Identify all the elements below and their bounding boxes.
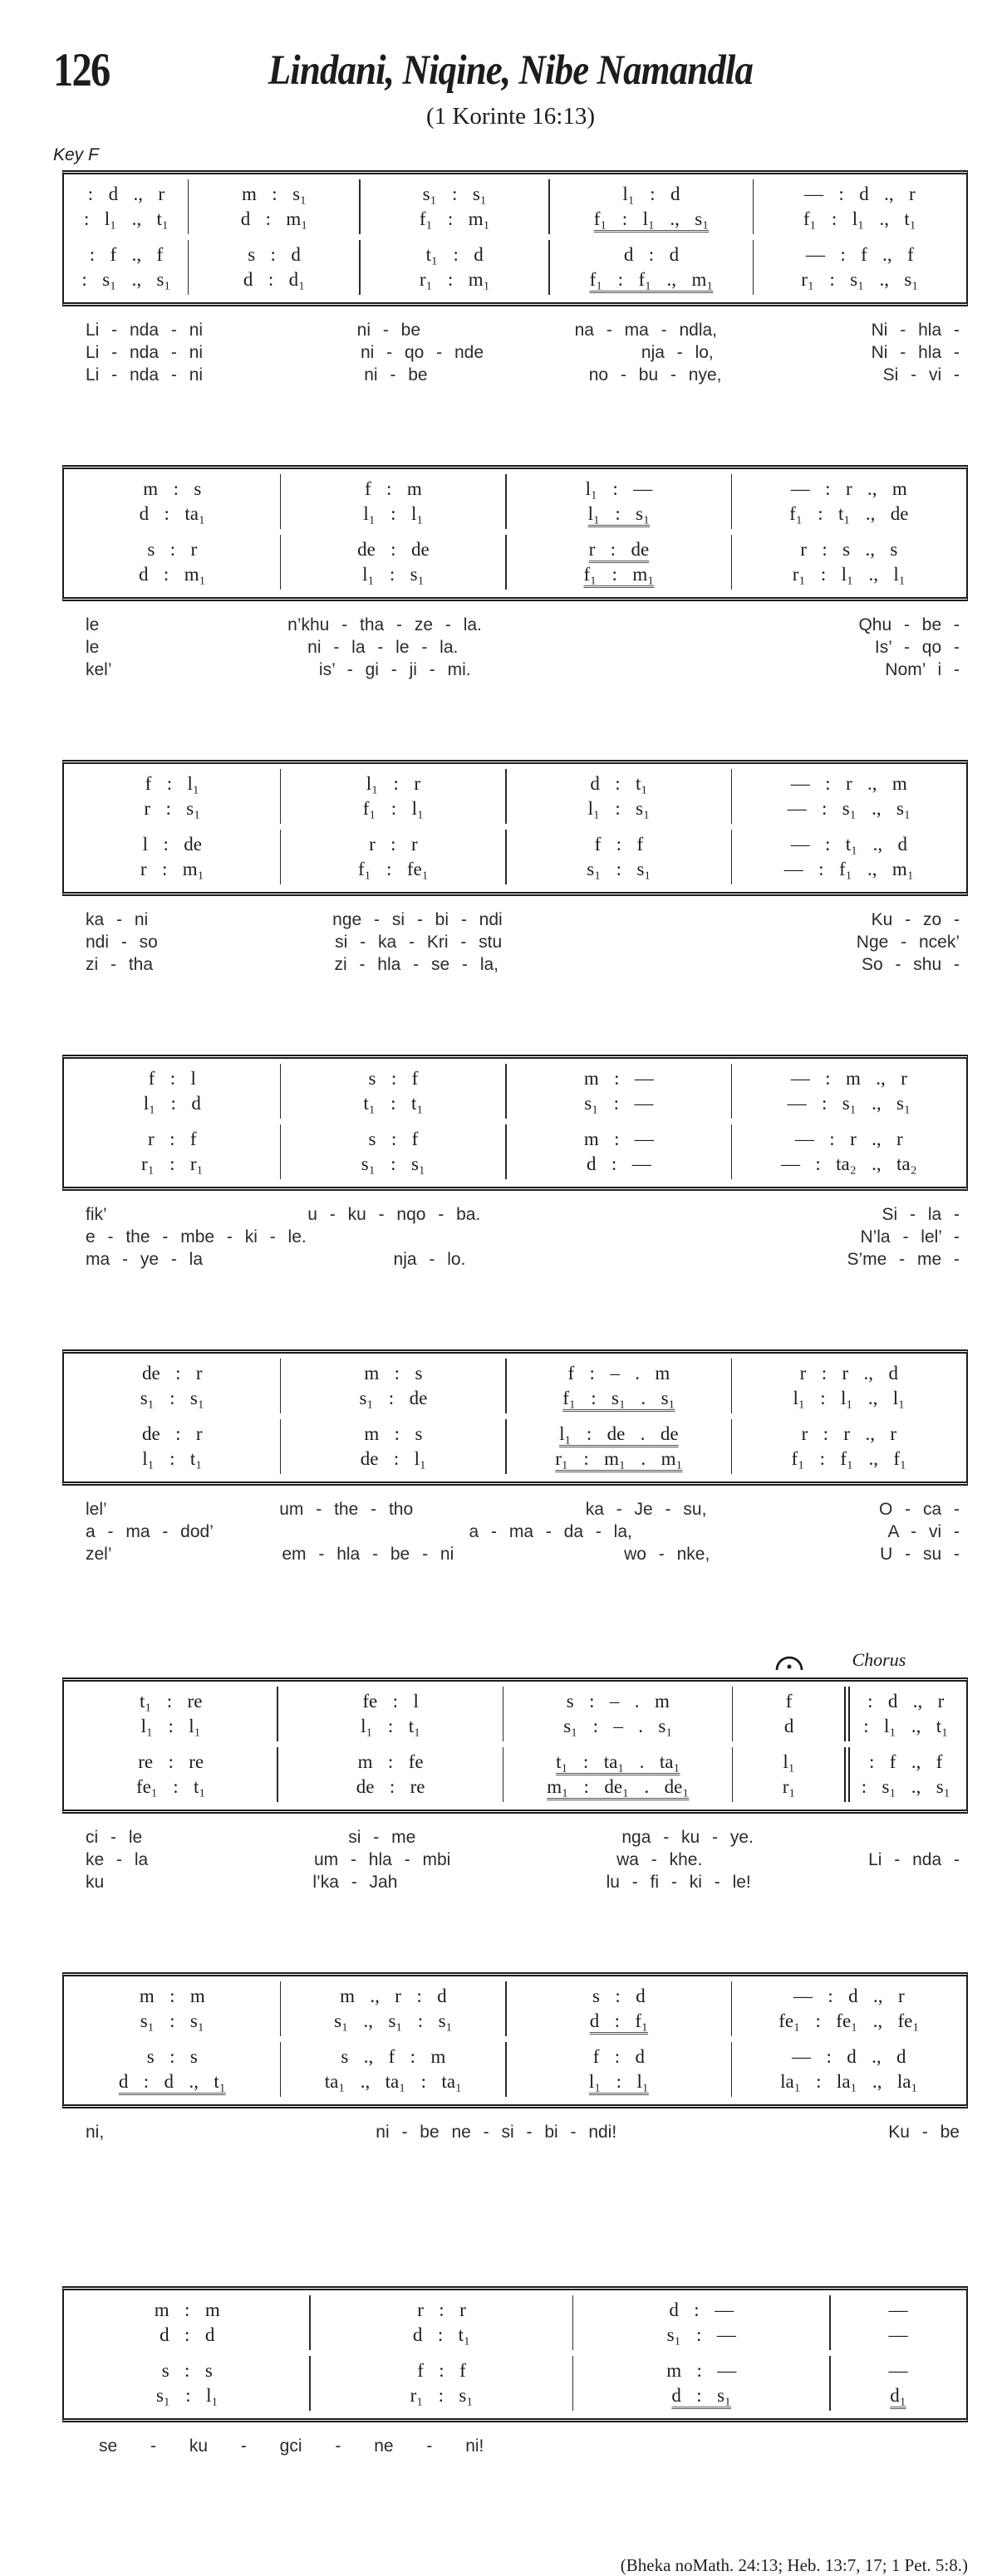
system-1-group — [62, 170, 968, 386]
solfa-cell: f : l — [148, 1068, 196, 1089]
solfa-cell: — : d ., r — [754, 182, 966, 207]
lyric-segment: Li - nda - ni — [86, 321, 204, 340]
solfa-cell: m : s — [143, 478, 202, 499]
solfa-cell: r : r ., r — [732, 1422, 966, 1447]
lyric-segment: ni - la - le - la. — [307, 638, 459, 657]
solfa-cell: d : t₁ — [506, 771, 732, 796]
solfa-cell: — : r ., r — [732, 1127, 966, 1152]
solfa-cell: d : d ., t₁ — [118, 2071, 226, 2092]
solfa-cell: t₁ : re — [139, 1691, 203, 1712]
solfa-cell: s : f — [281, 1127, 507, 1152]
system-7 — [62, 1972, 968, 2108]
lyric-segment: Qhu - be - — [858, 615, 960, 634]
hymn-header — [53, 42, 968, 101]
voice-row — [64, 2045, 966, 2069]
voice-row — [64, 2069, 966, 2094]
solfa-cell: d : ta₁ — [139, 503, 205, 524]
system-2-group — [62, 465, 968, 681]
solfa-cell: de : r — [142, 1423, 203, 1444]
lyric-line — [86, 1498, 960, 1521]
solfa-cell: s ., f : m — [281, 2045, 507, 2069]
solfa-cell: s₁ : l₁ — [155, 2385, 219, 2406]
solfa-cell: d — [733, 1714, 846, 1739]
solfa-cell: f₁ : t₁ ., de — [732, 502, 966, 526]
solfa-cell: f₁ : f₁ ., m₁ — [549, 267, 753, 292]
solfa-cell: — : s₁ ., s₁ — [732, 1091, 966, 1116]
solfa-cell: s₁ : s₁ — [140, 2010, 204, 2031]
solfa-cell: f₁ : m₁ — [506, 562, 732, 587]
lyric-segment: So - shu - — [861, 955, 960, 974]
voice-row — [64, 1447, 966, 1472]
voice-row — [64, 1714, 966, 1739]
scripture-reference: (Bheka noMath. 24:13; Heb. 13:7, 17; 1 Pet. 5:8.) — [620, 2555, 968, 2575]
solfa-cell: m : fe — [277, 1750, 503, 1775]
voice-row — [64, 477, 966, 502]
voice-row — [64, 207, 966, 232]
lyric-segment: ni - qo - nde — [360, 343, 484, 362]
system-2 — [62, 465, 968, 601]
solfa-cell: d : t₁ — [310, 2323, 572, 2348]
lyric-segment: ni - be — [356, 321, 421, 340]
solfa-cell: fe₁ : t₁ — [135, 1776, 206, 1797]
solfa-cell: r : s₁ — [144, 798, 201, 819]
solfa-cell: : l₁ ., t₁ — [845, 1714, 966, 1739]
lyric-segment: si - me — [348, 1828, 416, 1847]
lyric-segment: no - bu - nye, — [588, 365, 722, 384]
solfa-cell: f₁ : l₁ ., s₁ — [549, 207, 753, 232]
lyric-segment: ka - Je - su, — [585, 1500, 707, 1519]
solfa-cell: s : – . m — [503, 1689, 733, 1714]
lyric-segment: a - ma - dod’ — [86, 1522, 214, 1541]
lyrics-block — [62, 1826, 968, 1893]
lyric-segment: l’ka - Jah — [312, 1873, 398, 1892]
solfa-cell: — : ta₂ ., ta₂ — [732, 1152, 966, 1177]
lyrics-block — [62, 2435, 968, 2457]
solfa-cell: s₁ : — — [506, 1091, 732, 1116]
solfa-cell: f : m — [281, 477, 507, 502]
solfa-cell: s₁ : — — [573, 2323, 831, 2348]
solfa-cell: f₁ : m₁ — [360, 207, 549, 232]
system-3-group — [62, 760, 968, 976]
solfa-cell: r₁ — [733, 1775, 846, 1800]
page-title — [53, 42, 968, 100]
system-5 — [62, 1349, 968, 1486]
solfa-cell: — : d ., d — [732, 2045, 966, 2069]
lyrics-block — [62, 1498, 968, 1565]
solfa-cell: fe₁ : fe₁ ., fe₁ — [732, 2009, 966, 2034]
voice-row — [64, 1152, 966, 1177]
lyric-segment: se - ku - gci - ne - ni! — [99, 2436, 484, 2456]
solfa-cell: r₁ : m₁ . m₁ — [506, 1447, 732, 1472]
voice-row — [64, 2009, 966, 2034]
lyric-segment: n’khu - tha - ze - la. — [287, 615, 482, 634]
solfa-cell: s₁ : – . s₁ — [503, 1714, 733, 1739]
voice-row — [64, 2323, 966, 2348]
lyric-segment: ke - la — [86, 1850, 149, 1869]
lyric-line — [86, 1543, 960, 1565]
solfa-cell: l₁ : — — [506, 477, 732, 502]
solfa-cell: la₁ : la₁ ., la₁ — [732, 2069, 966, 2094]
voice-row — [64, 796, 966, 821]
solfa-cell: d : d — [549, 242, 753, 267]
chorus-label: Chorus — [852, 1649, 906, 1670]
system-6 — [62, 1677, 968, 1814]
lyrics-block — [62, 614, 968, 681]
voice-row — [64, 182, 966, 207]
solfa-cell: s₁ : s₁ — [281, 1152, 507, 1177]
voice-row — [64, 267, 966, 292]
solfa-cell: m : s — [281, 1422, 507, 1447]
lyric-segment: wa - khe. — [616, 1850, 703, 1869]
system-7-group — [62, 1972, 968, 2143]
solfa-cell: s : f — [281, 1066, 507, 1091]
solfa-cell: l₁ : r — [281, 771, 507, 796]
solfa-cell: s₁ ., s₁ : s₁ — [281, 2009, 507, 2034]
voice-row — [64, 1091, 966, 1116]
solfa-cell: d : — — [506, 1152, 732, 1177]
solfa-cell: m₁ : de₁ . de₁ — [503, 1775, 733, 1800]
voice-row — [64, 1775, 966, 1800]
lyric-segment: ni, — [86, 2123, 105, 2142]
voice-row — [64, 2298, 966, 2323]
solfa-cell: f : l₁ — [145, 773, 199, 794]
lyric-segment: U - su - — [880, 1545, 960, 1564]
solfa-cell: s : r — [147, 539, 198, 560]
solfa-cell: — : r ., m — [732, 771, 966, 796]
voice-row — [64, 537, 966, 562]
lyric-segment: si - ka - Kri - stu — [335, 933, 503, 952]
lyric-segment: zel’ — [86, 1545, 112, 1564]
solfa-cell: t₁ : ta₁ . ta₁ — [503, 1750, 733, 1775]
solfa-cell: f₁ : s₁ . s₁ — [506, 1386, 732, 1411]
lyric-line — [86, 364, 960, 386]
lyric-segment: e - the - mbe - ki - le. — [86, 1227, 307, 1246]
lyric-segment: Ni - hla - — [871, 343, 960, 362]
lyric-line — [86, 908, 960, 931]
lyric-segment: em - hla - be - ni — [282, 1545, 454, 1564]
solfa-cell: de : r — [142, 1363, 203, 1383]
solfa-cell: d : m₁ — [139, 564, 206, 585]
solfa-cell: l₁ : s₁ — [506, 502, 732, 526]
solfa-cell: f₁ : l₁ ., t₁ — [754, 207, 966, 232]
solfa-cell: s : d — [189, 242, 360, 267]
lyric-line — [86, 1849, 960, 1871]
voice-row — [64, 1984, 966, 2009]
lyric-line — [86, 1248, 960, 1271]
lyric-segment: Li - nda - ni — [86, 365, 204, 384]
lyric-segment: fik’ — [86, 1205, 107, 1224]
solfa-cell: r : r — [310, 2298, 572, 2323]
lyric-segment: Ku - be — [888, 2123, 960, 2142]
solfa-cell: l₁ : l₁ — [281, 502, 507, 526]
lyric-segment: ndi - so — [86, 933, 158, 952]
solfa-cell: f : f — [310, 2358, 572, 2383]
lyric-segment: um - the - tho — [279, 1500, 414, 1519]
fermata-icon — [774, 1656, 804, 1676]
lyric-segment: ku — [86, 1873, 105, 1892]
lyric-segment: ni - be ne - si - bi - ndi! — [376, 2123, 617, 2142]
solfa-cell: — : f₁ ., m₁ — [732, 857, 966, 882]
solfa-cell: — — [830, 2358, 966, 2383]
solfa-cell: r : m₁ — [140, 859, 204, 879]
solfa-cell: : f ., f — [89, 244, 164, 265]
solfa-cell: t₁ : d — [360, 242, 549, 267]
lyric-segment: N’la - lel’ - — [860, 1227, 960, 1246]
solfa-cell: : d ., r — [87, 184, 165, 204]
solfa-cell: — : s₁ ., s₁ — [732, 796, 966, 821]
score-area — [62, 170, 968, 2457]
lyric-segment: Li - nda - — [868, 1850, 960, 1869]
solfa-cell: s₁ : s₁ — [360, 182, 549, 207]
solfa-cell: d : d — [160, 2324, 215, 2345]
solfa-cell: : f ., f — [845, 1750, 966, 1775]
solfa-cell: ta₁ ., ta₁ : ta₁ — [281, 2069, 507, 2094]
solfa-cell: m ., r : d — [281, 1984, 507, 2009]
lyric-line — [86, 319, 960, 341]
voice-row — [64, 1361, 966, 1386]
lyric-segment: zi - tha — [86, 955, 154, 974]
lyric-segment: nja - lo. — [393, 1250, 466, 1269]
solfa-cell: r : r ., d — [732, 1361, 966, 1386]
lyric-segment: le — [86, 615, 100, 634]
voice-row — [64, 857, 966, 882]
lyric-line — [86, 636, 960, 659]
voice-row — [64, 1750, 966, 1775]
solfa-cell: r₁ : s₁ — [310, 2383, 572, 2408]
solfa-cell: de : re — [277, 1775, 503, 1800]
system-1 — [62, 170, 968, 306]
lyric-line — [86, 1521, 960, 1543]
lyric-segment: ma - ye - la — [86, 1250, 204, 1269]
voice-row — [64, 1386, 966, 1411]
solfa-cell: d : f₁ — [506, 2009, 732, 2034]
lyric-segment: zi - hla - se - la, — [334, 955, 499, 974]
lyric-segment: S’me - me - — [847, 1250, 960, 1269]
lyric-segment: A - vi - — [887, 1522, 960, 1541]
lyric-line — [86, 1226, 960, 1248]
solfa-cell: m : — — [573, 2358, 831, 2383]
solfa-cell: de : de — [281, 537, 507, 562]
solfa-cell: — : m ., r — [732, 1066, 966, 1091]
lyric-line — [86, 953, 960, 976]
solfa-cell: : d ., r — [845, 1689, 966, 1714]
voice-row — [64, 832, 966, 857]
lyric-segment: u - ku - nqo - ba. — [307, 1205, 481, 1224]
solfa-cell: l₁ — [733, 1750, 846, 1775]
solfa-cell: f₁ : f₁ ., f₁ — [732, 1447, 966, 1472]
lyric-segment: Ku - zo - — [871, 910, 960, 929]
lyrics-block — [62, 2121, 968, 2143]
solfa-cell: d : m₁ — [189, 207, 360, 232]
lyric-segment: ci - le — [86, 1828, 143, 1847]
solfa-cell: — : t₁ ., d — [732, 832, 966, 857]
solfa-cell: s₁ : s₁ — [140, 1388, 204, 1408]
solfa-cell: r : s ., s — [732, 537, 966, 562]
solfa-cell: l₁ : t₁ — [142, 1448, 203, 1469]
solfa-cell: — : f ., f — [754, 242, 966, 267]
solfa-cell: m : — — [506, 1066, 732, 1091]
solfa-cell: d : s₁ — [573, 2383, 831, 2408]
solfa-cell: s : d — [506, 1984, 732, 2009]
lyrics-block — [62, 908, 968, 976]
key-signature: Key F — [53, 145, 99, 164]
lyric-line — [86, 2121, 960, 2143]
lyric-line — [86, 1871, 960, 1893]
lyric-line — [86, 614, 960, 636]
solfa-cell: fe : l — [277, 1689, 503, 1714]
solfa-cell: s₁ : s₁ — [506, 857, 732, 882]
system-4-group — [62, 1055, 968, 1271]
lyric-segment: Si - vi - — [882, 365, 960, 384]
solfa-cell: s : s — [146, 2046, 198, 2067]
solfa-cell: l₁ : s₁ — [281, 562, 507, 587]
lyric-segment: nge - si - bi - ndi — [332, 910, 503, 929]
voice-row — [64, 2358, 966, 2383]
solfa-cell: : s₁ ., s₁ — [845, 1775, 966, 1800]
solfa-cell: f : d — [506, 2045, 732, 2069]
lyric-segment: lu - fi - ki - le! — [606, 1873, 751, 1892]
solfa-cell: r₁ : r₁ — [141, 1153, 204, 1174]
lyric-segment: a - ma - da - la, — [469, 1522, 632, 1541]
lyric-segment: ka - ni — [86, 910, 149, 929]
solfa-cell: r₁ : s₁ ., s₁ — [754, 267, 966, 292]
solfa-cell: r₁ : m₁ — [360, 267, 549, 292]
lyric-segment: nga - ku - ye. — [621, 1828, 754, 1847]
chorus-annotation-row — [62, 1644, 968, 1677]
voice-row — [64, 502, 966, 526]
lyric-segment: le — [86, 638, 100, 657]
lyric-segment: wo - nke, — [624, 1545, 710, 1564]
lyric-line — [86, 341, 960, 364]
lyric-line — [86, 659, 960, 681]
voice-row — [64, 1422, 966, 1447]
lyric-segment: O - ca - — [878, 1500, 960, 1519]
solfa-cell: r : f — [148, 1129, 197, 1149]
lyric-segment: Ni - hla - — [871, 321, 960, 340]
system-5-group — [62, 1349, 968, 1565]
solfa-cell: f₁ : l₁ — [281, 796, 507, 821]
solfa-cell: m : — — [506, 1127, 732, 1152]
voice-row — [64, 562, 966, 587]
voice-row — [64, 2383, 966, 2408]
solfa-cell: — : r ., m — [732, 477, 966, 502]
lyric-line — [86, 1826, 960, 1849]
solfa-cell: f : – . m — [506, 1361, 732, 1386]
solfa-cell: m : s₁ — [189, 182, 360, 207]
lyric-line — [86, 2435, 960, 2457]
system-4 — [62, 1055, 968, 1191]
voice-row — [64, 242, 966, 267]
lyric-segment: um - hla - mbi — [313, 1850, 451, 1869]
voice-row — [64, 1689, 966, 1714]
system-6-group — [62, 1644, 968, 1893]
solfa-cell: f₁ : fe₁ — [281, 857, 507, 882]
lyric-segment: Nge - ncek’ — [856, 933, 960, 952]
voice-row — [64, 771, 966, 796]
solfa-cell: : l₁ ., t₁ — [83, 208, 169, 229]
solfa-cell: l₁ : d — [549, 182, 753, 207]
lyric-line — [86, 1203, 960, 1226]
solfa-cell: d : d₁ — [189, 267, 360, 292]
solfa-cell: re : re — [138, 1751, 204, 1772]
solfa-cell: r : r — [281, 832, 507, 857]
solfa-cell: r : de — [506, 537, 732, 562]
solfa-cell: l : de — [142, 834, 202, 855]
solfa-cell: t₁ : t₁ — [281, 1091, 507, 1116]
solfa-cell: l₁ : de . de — [506, 1422, 732, 1447]
solfa-cell: d : — — [573, 2298, 831, 2323]
lyric-segment: kel’ — [86, 660, 112, 679]
lyrics-block — [62, 1203, 968, 1271]
solfa-cell: l₁ : d — [143, 1093, 201, 1114]
solfa-cell: l₁ : t₁ — [277, 1714, 503, 1739]
lyric-segment: Nom’ i - — [885, 660, 960, 679]
solfa-cell: r₁ : l₁ ., l₁ — [732, 562, 966, 587]
solfa-cell: m : s — [281, 1361, 507, 1386]
voice-row — [64, 1066, 966, 1091]
solfa-cell: m : m — [139, 1986, 205, 2006]
lyric-segment: Si - la - — [882, 1205, 960, 1224]
lyric-segment: lel’ — [86, 1500, 107, 1519]
system-8 — [62, 2286, 968, 2422]
solfa-cell: l₁ : l₁ ., l₁ — [732, 1386, 966, 1411]
solfa-cell: — — [830, 2298, 966, 2323]
solfa-cell: l₁ : l₁ — [506, 2069, 732, 2094]
lyric-line — [86, 931, 960, 953]
lyric-segment: is’ - gi - ji - mi. — [318, 660, 471, 679]
solfa-cell: m : m — [154, 2299, 220, 2320]
solfa-cell: s₁ : de — [281, 1386, 507, 1411]
solfa-cell: d₁ — [830, 2383, 966, 2408]
lyric-segment: ni - be — [364, 365, 428, 384]
lyric-segment: Li - nda - ni — [86, 343, 204, 362]
solfa-cell: f — [733, 1689, 846, 1714]
scripture-subtitle: (1 Korinte 16:13) — [426, 103, 595, 130]
solfa-cell: s : s — [161, 2360, 213, 2381]
solfa-cell: : s₁ ., s₁ — [81, 269, 171, 290]
lyric-segment: nja - lo, — [641, 343, 714, 362]
hymn-number: 126 — [53, 44, 110, 96]
voice-row — [64, 1127, 966, 1152]
lyrics-block — [62, 319, 968, 386]
solfa-cell: — — [830, 2323, 966, 2348]
page-title-text: Lindani, Niqine, Nibe Namandla — [268, 47, 754, 94]
solfa-cell: de : l₁ — [281, 1447, 507, 1472]
solfa-cell: l₁ : s₁ — [506, 796, 732, 821]
solfa-cell: — : d ., r — [732, 1984, 966, 2009]
solfa-cell: l₁ : l₁ — [140, 1716, 201, 1736]
lyric-segment: na - ma - ndla, — [574, 321, 718, 340]
system-3 — [62, 760, 968, 896]
lyric-segment: Is’ - qo - — [874, 638, 960, 657]
system-8-group — [62, 2286, 968, 2457]
solfa-cell: f : f — [506, 832, 732, 857]
